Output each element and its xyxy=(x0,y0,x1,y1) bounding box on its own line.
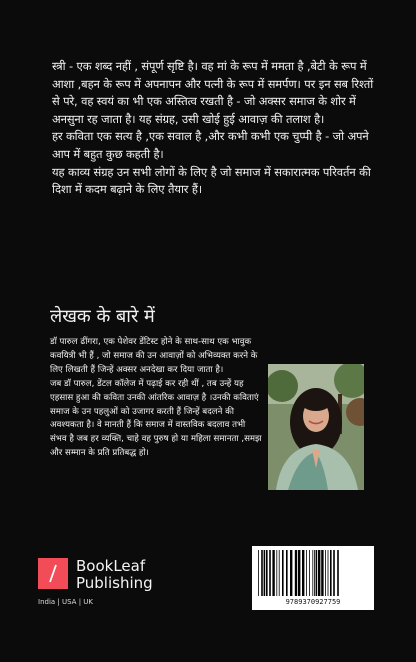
publisher-regions: India | USA | UK xyxy=(38,598,93,606)
barcode-bar xyxy=(279,550,280,596)
bio-paragraph: डॉ पारुल ढींगरा, एक पेशेवर डेंटिस्ट होने के साथ-साथ एक भावुक कवयित्री भी हैं , जो समाज की उन आवाज़ों को अभिव्यक्त करने के लिए लिखती हैं जिन्हें अक्सर अनदेखा कर दिया जाता है। xyxy=(50,337,258,375)
barcode-bar xyxy=(269,550,271,596)
barcode-bar xyxy=(325,550,326,596)
barcode-bar xyxy=(309,550,310,596)
author-photo-illustration xyxy=(268,364,364,490)
barcode-bar xyxy=(286,550,288,596)
barcode-bar xyxy=(264,550,266,596)
publisher-name-line2: Publishing xyxy=(76,574,153,592)
blurb-paragraph: हर कविता एक सत्य है ,एक सवाल है ,और कभी कभी एक चुप्पी है - जो अपने आप में बहुत कुछ कहती है। xyxy=(52,129,369,161)
barcode-bar xyxy=(306,550,307,596)
barcode-bar xyxy=(312,550,313,596)
back-cover-blurb xyxy=(52,58,374,199)
blurb-paragraph: यह काव्य संग्रह उन सभी लोगों के लिए है जो समाज में सकारात्मक परिवर्तन की दिशा में कदम बढ़ाने के लिए तैयार हैं। xyxy=(52,164,371,197)
barcode-bar xyxy=(258,550,259,596)
barcode-bar xyxy=(282,550,284,596)
publisher-name-line1: BookLeaf xyxy=(76,557,146,575)
barcode-bar xyxy=(266,550,268,596)
barcode-bar xyxy=(318,550,320,596)
barcode-bar xyxy=(298,550,300,596)
barcode-bar xyxy=(295,550,297,596)
barcode-bar xyxy=(337,550,339,596)
barcode-bar xyxy=(328,550,329,596)
barcode-icon xyxy=(258,550,368,596)
isbn-barcode xyxy=(252,546,374,610)
isbn-number: 9789370927759 xyxy=(285,598,341,606)
barcode-bar xyxy=(316,550,318,596)
barcode-bar xyxy=(330,550,332,596)
blurb-paragraph: स्त्री - एक शब्द नहीं , संपूर्ण सृष्टि है। वह मां के रूप में ममता है ,बेटी के रूप में आशा ,बहन के रूप में अपनापन और पत्नी के रूप में समर्पण। पर इन सब रिश्तों से परे, वह स्वयं का भी एक अस्तित्व रखती है - जो अक्सर समाज के शोर में अनसुना रह जाता है। यह संग्रह, उसी खोई हुई आवाज़ की तलाश है। xyxy=(52,59,374,126)
author-bio xyxy=(50,336,264,461)
barcode-bar xyxy=(333,550,335,596)
bookleaf-logo-icon xyxy=(38,558,68,589)
barcode-bar xyxy=(302,550,304,596)
about-author-heading: लेखक के बारे में xyxy=(50,306,155,327)
barcode-bar xyxy=(314,550,315,596)
barcode-bar xyxy=(290,550,292,596)
barcode-bar xyxy=(321,550,323,596)
bio-paragraph: जब डॉ पारुल, डेंटल कॉलेज में पढ़ाई कर रही थीं , तब उन्हें यह एहसास हुआ की कविता उनकी आंतरिक आवाज़ है ।उनकी कविताएं समाज के उन पहलुओं को उजागर करती हैं जिन्हें बदलने की अवश्यकता है। वे मानती हैं कि समाज में वास्तविक बदलाव तभी संभव है जब हर व्यक्ति, चाहे वह पुरुष हो या महिला समानता ,समझ और सम्मान के प्रति प्रतिबद्ध हो। xyxy=(50,378,262,459)
barcode-bar xyxy=(261,550,263,596)
author-photo xyxy=(268,364,364,490)
barcode-bar xyxy=(272,550,274,596)
barcode-bar xyxy=(276,550,277,596)
